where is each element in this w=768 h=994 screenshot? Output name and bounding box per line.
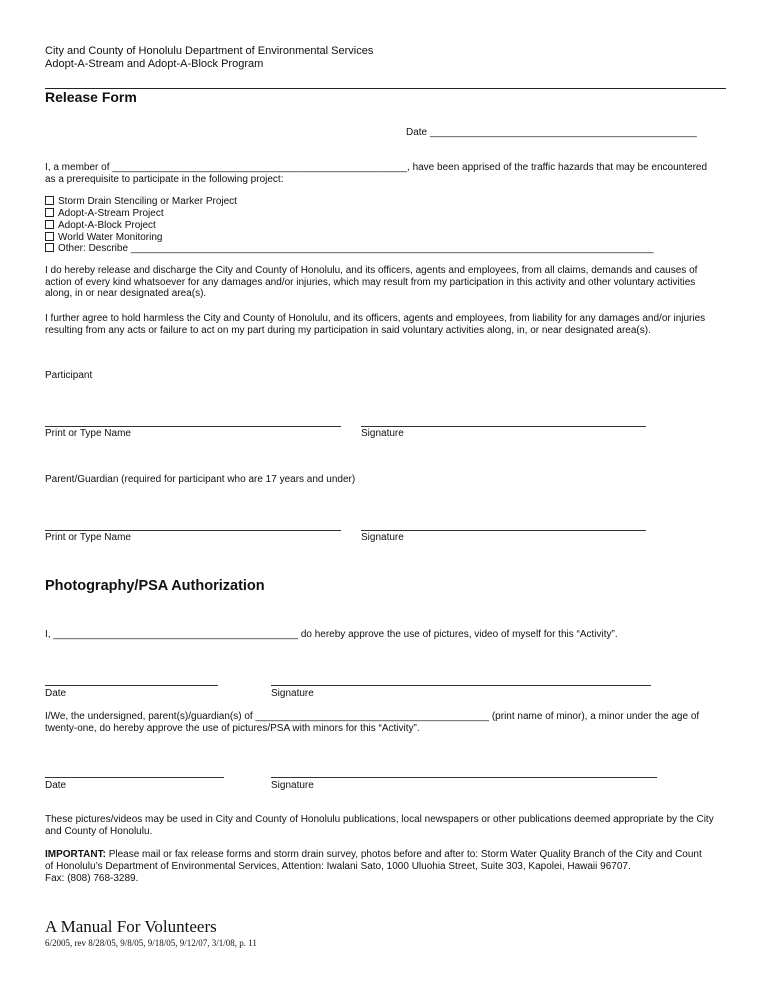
release-form-title: Release Form	[45, 89, 137, 105]
checkbox[interactable]	[45, 208, 54, 217]
checkbox[interactable]	[45, 196, 54, 205]
guardian-photo-signature-line[interactable]	[271, 777, 657, 778]
guardian-date-line[interactable]	[45, 777, 224, 778]
header-divider	[45, 88, 726, 89]
department-name: City and County of Honolulu Department of Environmental Services	[45, 45, 374, 57]
checkbox[interactable]	[45, 220, 54, 229]
hold-harmless-paragraph: I further agree to hold harmless the City and County of Honolulu, and its officers, agents and employees, from liability for any damages and/or injuries resulting from any acts or failure to act on my part during my participation in said voluntary activities along, in, or near designated area(s).	[45, 313, 706, 336]
project-option-label: Adopt-A-Block Project	[58, 220, 156, 231]
signature-label: Signature	[361, 532, 404, 543]
photo-authorization-title: Photography/PSA Authorization	[45, 578, 265, 594]
date-field[interactable]: Date ________________________________________________	[406, 127, 697, 138]
member-line[interactable]: I, a member of _____________________________________________________, have been apprised of the traffic hazards that may be encountered	[45, 162, 708, 173]
date-label: Date	[45, 688, 67, 699]
program-name: Adopt-A-Stream and Adopt-A-Block Program	[45, 58, 264, 70]
release-paragraph: I do hereby release and discharge the City and County of Honolulu, and its officers, agents and employees, from all claims, demands and causes of action of every kind whatsoever for any damages and/or injuries, which may result from my participation in this activity and other voluntary activities along, in or near designated area(s).	[45, 265, 698, 300]
guardian-label: Parent/Guardian (required for participant who are 17 years and under)	[45, 474, 356, 485]
signature-label: Signature	[271, 688, 314, 699]
project-option[interactable]	[45, 208, 164, 220]
self-approval-line[interactable]: I, ____________________________________________ do hereby approve the use of pictures, video of myself for this “Activity”.	[45, 629, 618, 640]
participant-name-line[interactable]	[45, 426, 341, 427]
signature-label: Signature	[361, 428, 404, 439]
project-option-label: Adopt-A-Stream Project	[58, 208, 164, 219]
important-address: of Honolulu’s Department of Environmental Services, Attention: Iwalani Sato, 1000 Uluohia Street, Suite 303, Kapolei, Hawaii 96707.	[45, 861, 631, 872]
project-option-label: World Water Monitoring	[58, 232, 163, 243]
self-signature-line[interactable]	[271, 685, 651, 686]
print-name-label: Print or Type Name	[45, 532, 131, 543]
important-notice	[45, 849, 702, 861]
usage-note: These pictures/videos may be used in City and County of Honolulu publications, local newspapers or other publications deemed appropriate by the City and County of Honolulu.	[45, 814, 714, 837]
manual-title: A Manual For Volunteers	[45, 917, 217, 936]
project-option[interactable]	[45, 196, 237, 208]
print-name-label: Print or Type Name	[45, 428, 131, 439]
important-label: IMPORTANT:	[45, 849, 106, 860]
checkbox[interactable]	[45, 232, 54, 241]
signature-label: Signature	[271, 780, 314, 791]
checkbox[interactable]	[45, 243, 54, 252]
project-option-label: Other: Describe ______________________________________________________________________________________________	[58, 243, 654, 254]
self-date-line[interactable]	[45, 685, 218, 686]
participant-signature-line[interactable]	[361, 426, 646, 427]
revision-history: 6/2005, rev 8/28/05, 9/8/05, 9/18/05, 9/12/07, 3/1/08, p. 11	[45, 938, 257, 948]
guardian-signature-line[interactable]	[361, 530, 646, 531]
fax-number: Fax: (808) 768-3289.	[45, 873, 139, 884]
project-option-label: Storm Drain Stenciling or Marker Project	[58, 196, 237, 207]
member-line-continued: as a prerequisite to participate in the following project:	[45, 174, 284, 185]
guardian-name-line[interactable]	[45, 530, 341, 531]
project-option[interactable]	[45, 220, 156, 232]
project-option-other[interactable]	[45, 243, 654, 255]
minor-approval-paragraph[interactable]: I/We, the undersigned, parent(s)/guardian(s) of __________________________________________ (print name of minor), a minor under the age of twenty-one, do hereby approve the use of pictures/PSA with minors for this “Activity”.	[45, 711, 700, 734]
important-text: Please mail or fax release forms and storm drain survey, photos before and after to: Storm Water Quality Branch of the City and Count	[105, 849, 702, 860]
date-label: Date	[45, 780, 67, 791]
participant-label: Participant	[45, 370, 93, 381]
